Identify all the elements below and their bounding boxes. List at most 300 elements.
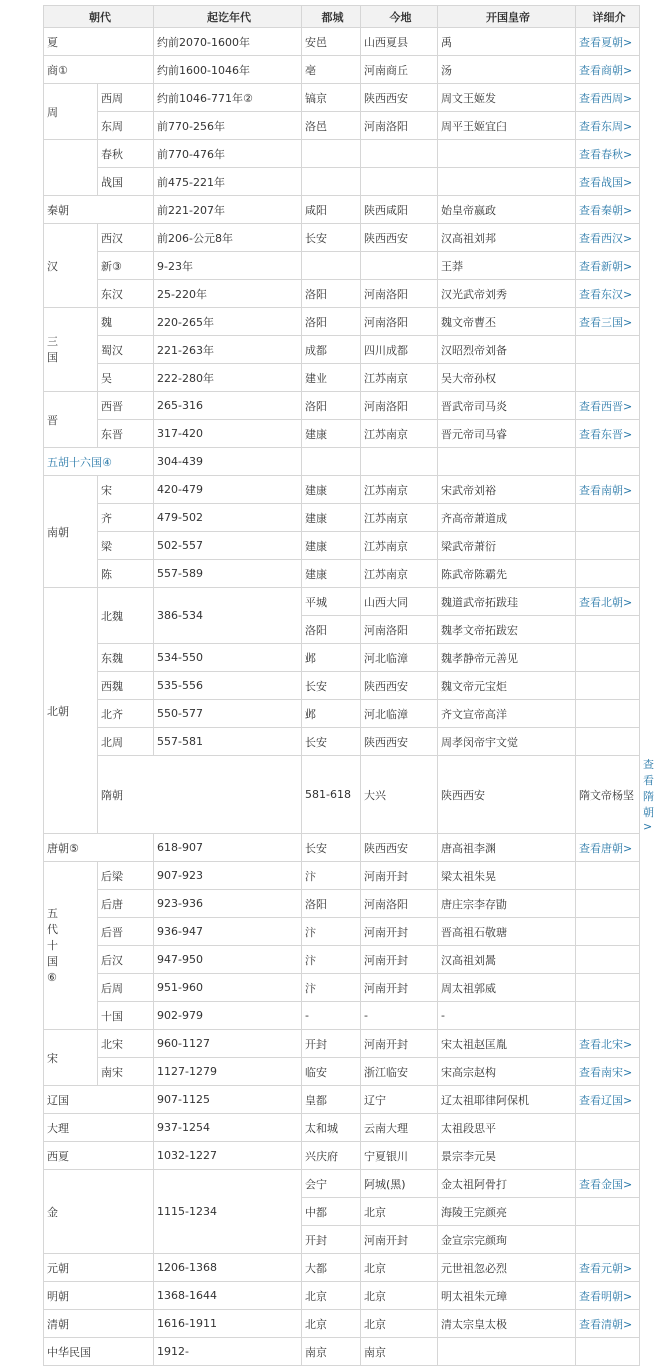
table-cell [154,672,302,700]
table-cell [361,280,438,308]
table-cell [44,140,98,196]
table-cell [302,28,361,56]
table-cell [438,834,576,862]
cell-text: 皇都 [305,1093,327,1107]
table-cell [154,728,302,756]
cell-text: 长安 [305,735,327,749]
cell-text: 1616-1911 [157,1317,217,1330]
cell-text: 金宣宗完颜珣 [441,1233,507,1247]
table-cell [154,700,302,728]
table-cell [302,392,361,420]
table-cell [438,1338,576,1366]
cell-text: 战国 [101,175,123,189]
table-cell [576,448,640,476]
view-details-link[interactable]: 查看北朝> [579,595,633,609]
table-cell [361,700,438,728]
table-cell [44,56,154,84]
table-cell [361,84,438,112]
cell-text: 陕西咸阳 [364,203,408,217]
table-cell [302,84,361,112]
table-cell [438,1114,576,1142]
table-cell [98,862,154,890]
cell-text: 北京 [364,1289,386,1303]
table-cell [361,1198,438,1226]
cell-text: 221-263年 [157,343,214,357]
table-cell [154,1310,302,1338]
table-cell [361,974,438,1002]
view-details-link[interactable]: 查看南朝> [579,483,633,497]
cell-text: 386-534 [157,609,203,622]
table-cell [576,834,640,862]
cell-text: - [441,1009,445,1022]
cell-text: 洛阳 [305,287,327,301]
cell-text: 937-1254 [157,1121,210,1134]
cell-text: 建康 [305,539,327,553]
cell-text: 西夏 [47,1149,69,1163]
cell-text: 洛阳 [305,399,327,413]
table-cell [154,252,302,280]
table-cell [438,672,576,700]
view-details-link[interactable]: 查看明朝> [579,1289,633,1303]
cell-text: 581-618 [305,788,351,801]
table-cell [154,532,302,560]
table-cell [98,918,154,946]
table-cell [98,140,154,168]
table-cell [361,112,438,140]
table-cell [361,918,438,946]
table-cell [44,448,154,476]
cell-text: 北京 [305,1317,327,1331]
table-cell [576,420,640,448]
table-cell [361,834,438,862]
cell-text: 齐 [101,511,112,525]
cell-text: 陕西西安 [364,679,408,693]
table-cell [576,1114,640,1142]
table-cell [154,1142,302,1170]
cell-text: 304-439 [157,455,203,468]
cell-text: 周 [47,105,58,119]
table-cell [98,588,154,644]
cell-text: 咸阳 [305,203,327,217]
cell-text: 洛阳 [305,897,327,911]
table-cell [154,504,302,532]
table-cell [98,476,154,504]
cell-text: 海陵王完颜亮 [441,1205,507,1219]
cell-text: 河南洛阳 [364,399,408,413]
view-details-link[interactable]: 查看南宋> [579,1065,633,1079]
table-cell [438,1058,576,1086]
view-details-link[interactable]: 查看东周> [579,119,633,133]
table-cell [576,84,640,112]
table-cell [361,1058,438,1086]
table-row [44,974,640,1002]
view-details-link[interactable]: 查看辽国> [579,1093,633,1107]
cell-text: 汴 [305,953,316,967]
view-details-link[interactable]: 查看元朝> [579,1261,633,1275]
table-cell [361,364,438,392]
cell-text: 陈 [101,567,112,581]
table-cell [576,974,640,1002]
cell-text: 晋武帝司马炎 [441,399,507,413]
table-row [44,84,640,112]
table-cell [361,1142,438,1170]
table-cell [98,890,154,918]
cell-text: 秦朝 [47,203,69,217]
cell-text: 河南开封 [364,981,408,995]
table-cell [302,1086,361,1114]
table-cell [302,560,361,588]
table-cell [44,588,98,834]
cell-text: 山西大同 [364,595,408,609]
view-details-link[interactable]: 查看金国> [579,1177,633,1191]
table-cell [438,140,576,168]
table-cell [154,560,302,588]
cell-text: 辽太祖耶律阿保机 [441,1093,529,1107]
table-cell [438,918,576,946]
table-row [44,700,640,728]
cell-text: 北周 [101,735,123,749]
table-cell [44,392,98,448]
table-row [44,728,640,756]
cell-text: 河南开封 [364,869,408,883]
table-row [44,364,640,392]
cell-text: 长安 [305,679,327,693]
cell-text: 北朝 [47,704,69,718]
cell-text: 220-265年 [157,315,214,329]
table-cell [576,672,640,700]
table-cell [154,918,302,946]
cell-text: 晋 [47,413,58,427]
cell-text: 东晋 [101,427,123,441]
table-cell [154,974,302,1002]
cell-text: 周平王姬宜臼 [441,119,507,133]
view-details-link[interactable]: 查看商朝> [579,63,633,77]
table-cell [361,504,438,532]
cell-text: 907-923 [157,869,203,882]
table-cell [302,644,361,672]
view-details-link[interactable]: 查看战国> [579,175,633,189]
table-cell [44,224,98,308]
table-cell [98,336,154,364]
table-cell [302,448,361,476]
table-cell [438,1254,576,1282]
table-cell [576,1170,640,1198]
table-cell [302,308,361,336]
table-cell [361,1170,438,1198]
cell-text: 西晋 [101,399,123,413]
cell-text: 建康 [305,427,327,441]
table-cell [361,1310,438,1338]
table-cell [302,252,361,280]
table-cell [576,308,640,336]
table-cell [361,420,438,448]
cell-text: 后唐 [101,897,123,911]
table-cell [361,476,438,504]
cell-text: 479-502 [157,511,203,524]
table-cell [438,1086,576,1114]
view-details-link[interactable]: 查看北宋> [579,1037,633,1051]
table-cell [438,28,576,56]
dynasty-link[interactable]: 五胡十六国④ [47,455,112,469]
cell-text: 西周 [101,91,123,105]
cell-text: 宋 [47,1051,58,1065]
table-row [44,224,640,252]
table-cell [98,1002,154,1030]
table-cell [576,1002,640,1030]
table-cell [361,560,438,588]
cell-text: 河南洛阳 [364,315,408,329]
table-cell [154,336,302,364]
table-cell [302,974,361,1002]
table-row [44,532,640,560]
cell-text: 618-907 [157,841,203,854]
table-cell [302,56,361,84]
cell-text: 947-950 [157,953,203,966]
table-cell [438,1030,576,1058]
table-cell [361,862,438,890]
view-details-link[interactable]: 查看东汉> [579,287,633,301]
table-cell [98,364,154,392]
table-row [44,252,640,280]
cell-text: 禹 [441,35,452,49]
cell-text: 北魏 [101,609,123,623]
cell-text: 太祖段思平 [441,1121,496,1135]
dynasty-table-container [43,5,654,1366]
cell-text: 534-550 [157,651,203,664]
cell-text: 西魏 [101,679,123,693]
cell-text: 邺 [305,651,316,665]
cell-text: 开封 [305,1037,327,1051]
table-cell [154,308,302,336]
cell-text: 大都 [305,1261,327,1275]
table-cell [576,588,640,616]
cell-text: 大理 [47,1121,69,1135]
table-cell [154,1058,302,1086]
view-details-link[interactable]: 查看三国> [579,315,633,329]
cell-text: 1115-1234 [157,1205,217,1218]
table-cell [154,140,302,168]
table-row [44,1170,640,1198]
cell-text: 建康 [305,483,327,497]
view-details-link[interactable]: 查看清朝> [579,1317,633,1331]
cell-text: 平城 [305,595,327,609]
view-details-link[interactable]: 查看夏朝> [579,35,633,49]
table-cell [154,946,302,974]
header-dynasty: 朝代 [44,6,154,28]
cell-text: 东魏 [101,651,123,665]
table-cell [302,1198,361,1226]
table-cell [361,56,438,84]
view-details-link[interactable]: 查看秦朝> [579,203,633,217]
view-details-link[interactable]: 查看春秋> [579,147,633,161]
view-details-link[interactable]: 查看西汉> [579,231,633,245]
table-cell [302,834,361,862]
cell-text: 南宋 [101,1065,123,1079]
table-cell [154,1254,302,1282]
cell-text: 河南开封 [364,953,408,967]
table-cell [361,308,438,336]
table-cell [576,1282,640,1310]
table-cell [154,890,302,918]
table-row [44,1086,640,1114]
cell-text: 约前1600-1046年 [157,63,250,77]
table-cell [44,1282,154,1310]
cell-text: 1032-1227 [157,1149,217,1162]
table-cell [438,56,576,84]
cell-text: 洛阳 [305,315,327,329]
table-cell [361,672,438,700]
view-details-link[interactable]: 查看隋朝> [643,758,654,833]
cell-text: 新③ [101,259,122,273]
table-cell [154,1338,302,1366]
cell-text: 汉高祖刘邦 [441,231,496,245]
table-cell [98,280,154,308]
table-cell [361,946,438,974]
table-cell [302,1002,361,1030]
table-cell [302,112,361,140]
cell-text: 1127-1279 [157,1065,217,1078]
cell-text: 洛阳 [305,623,327,637]
view-details-link[interactable]: 查看新朝> [579,259,633,273]
cell-text: 河南洛阳 [364,287,408,301]
table-cell [438,616,576,644]
table-row [44,308,640,336]
table-cell [361,1002,438,1030]
table-cell [302,280,361,308]
table-cell [361,1086,438,1114]
cell-text: 陕西西安 [441,788,485,802]
table-cell [438,1226,576,1254]
table-cell [438,1310,576,1338]
table-cell [154,1030,302,1058]
table-cell [98,420,154,448]
cell-text: 景宗李元昊 [441,1149,496,1163]
table-row [44,918,640,946]
cell-text: 557-589 [157,567,203,580]
cell-text: 317-420 [157,427,203,440]
table-cell [576,504,640,532]
table-cell [98,728,154,756]
table-cell [302,890,361,918]
table-cell [154,28,302,56]
cell-text: 会宁 [305,1177,327,1191]
table-cell [438,168,576,196]
table-cell [44,28,154,56]
table-row [44,644,640,672]
cell-text: 河南开封 [364,1233,408,1247]
table-cell [302,616,361,644]
cell-text: 936-947 [157,925,203,938]
table-cell [98,504,154,532]
table-cell [438,588,576,616]
cell-text: 梁太祖朱晃 [441,869,496,883]
cell-text: 吴 [101,371,112,385]
cell-text: 907-1125 [157,1093,210,1106]
cell-text: 安邑 [305,35,327,49]
cell-text: 临安 [305,1065,327,1079]
table-cell [576,890,640,918]
table-row [44,336,640,364]
cell-text: 北京 [364,1317,386,1331]
cell-text: 1912- [157,1345,189,1358]
cell-text: 南京 [305,1345,327,1359]
cell-text: 河北临漳 [364,707,408,721]
view-details-link[interactable]: 查看西周> [579,91,633,105]
table-cell [98,644,154,672]
table-cell [44,1310,154,1338]
cell-text: 汴 [305,869,316,883]
table-cell [302,364,361,392]
cell-text: 陕西西安 [364,841,408,855]
cell-text: 江苏南京 [364,371,408,385]
cell-text: 成都 [305,343,327,357]
cell-text: 前221-207年 [157,203,225,217]
table-cell [302,1142,361,1170]
table-row [44,1114,640,1142]
cell-text: 长安 [305,841,327,855]
cell-text: 阿城(黑) [364,1177,406,1191]
table-cell [576,700,640,728]
table-cell [302,1170,361,1198]
table-cell [361,140,438,168]
table-cell [438,112,576,140]
view-details-link[interactable]: 查看西晋> [579,399,633,413]
cell-text: 557-581 [157,735,203,748]
table-cell [302,862,361,890]
view-details-link[interactable]: 查看唐朝> [579,841,633,855]
table-cell [361,1030,438,1058]
cell-text: 420-479 [157,483,203,496]
cell-text: 约前2070-1600年 [157,35,250,49]
cell-text: 唐庄宗李存勖 [441,897,507,911]
table-cell [361,1254,438,1282]
table-cell [154,280,302,308]
cell-text: 前206-公元8年 [157,231,233,245]
view-details-link[interactable]: 查看东晋> [579,427,633,441]
table-cell [576,56,640,84]
table-cell [302,946,361,974]
cell-text: 周孝闵帝宇文觉 [441,735,518,749]
cell-text: 后晋 [101,925,123,939]
cell-text: 晋高祖石敬瑭 [441,925,507,939]
table-cell [302,224,361,252]
table-row [44,1254,640,1282]
cell-text: 王莽 [441,259,463,273]
cell-text: 中都 [305,1205,327,1219]
cell-text: - [305,1009,309,1022]
table-cell [361,1338,438,1366]
cell-text: 辽宁 [364,1093,386,1107]
table-cell [576,1086,640,1114]
table-cell [576,252,640,280]
table-cell [44,1338,154,1366]
table-cell [361,168,438,196]
table-cell [361,1114,438,1142]
cell-text: 明朝 [47,1289,69,1303]
table-cell [302,504,361,532]
cell-text: 明太祖朱元璋 [441,1289,507,1303]
table-cell [438,84,576,112]
cell-text: 开封 [305,1233,327,1247]
table-cell [576,1338,640,1366]
table-cell [438,1282,576,1310]
table-row [44,862,640,890]
cell-text: 宋高宗赵构 [441,1065,496,1079]
table-cell [44,834,154,862]
cell-text: 河北临漳 [364,651,408,665]
cell-text: 元朝 [47,1261,69,1275]
cell-text: 汴 [305,981,316,995]
